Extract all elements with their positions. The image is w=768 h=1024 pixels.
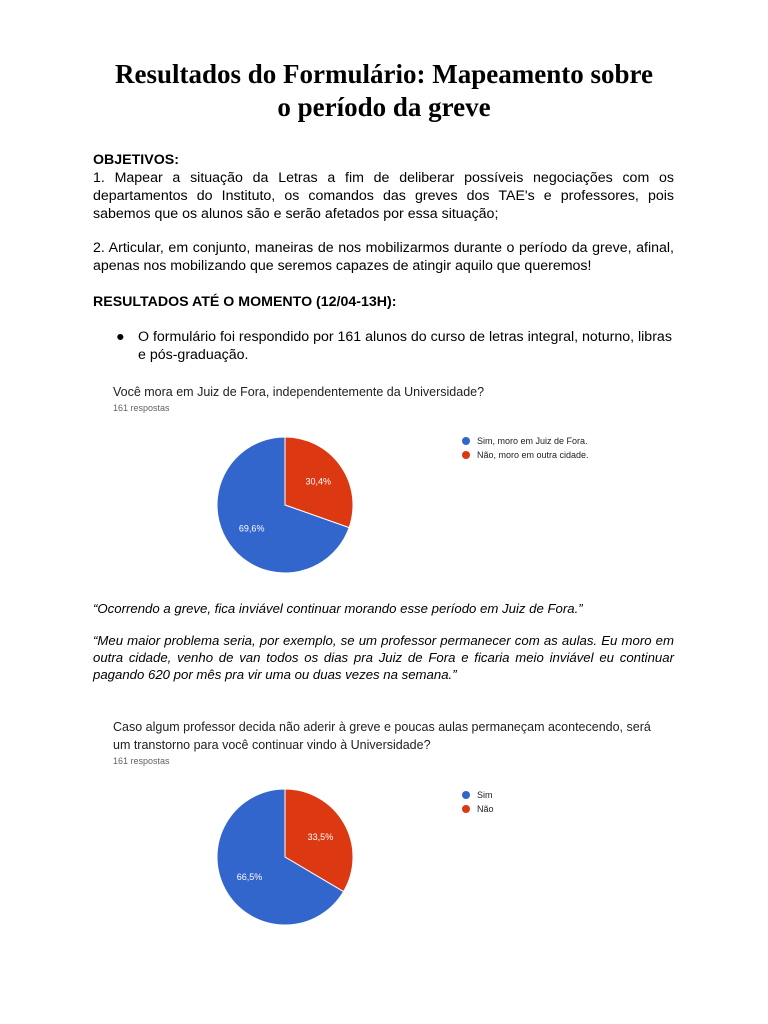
legend-item-nao — [462, 448, 589, 462]
chart-2-question-line-2: um transtorno para você continuar vindo à Universidade? — [113, 738, 431, 752]
legend-label: Sim, moro em Juiz de Fora. — [477, 436, 588, 446]
document-title — [60, 58, 708, 124]
resultados-section — [93, 293, 674, 311]
chart-2-response-count: 161 respostas — [113, 756, 170, 766]
resultados-heading: RESULTADOS ATÉ O MOMENTO (12/04-13H): — [93, 294, 397, 310]
legend-dot-icon — [462, 437, 470, 445]
title-line-1: Resultados do Formulário: Mapeamento sobre — [115, 59, 653, 89]
legend-dot-icon — [462, 805, 470, 813]
legend-label: Não, moro em outra cidade. — [477, 450, 589, 460]
chart-2-legend — [462, 788, 494, 816]
chart-2-pie — [94, 708, 674, 946]
pie-data-label: 30,4% — [305, 476, 332, 487]
legend-item-sim — [462, 788, 494, 802]
quote-1: “Ocorrendo a greve, fica inviável continuar morando esse período em Juiz de Fora.” — [93, 601, 583, 616]
title-line-2: o período da greve — [277, 92, 491, 122]
chart-2-question-line-1: Caso algum professor decida não aderir à greve e poucas aulas permaneçam acontecendo, será — [113, 720, 651, 734]
chart-card-2 — [94, 708, 674, 946]
legend-dot-icon — [462, 791, 470, 799]
objetivo-2: 2. Articular, em conjunto, maneiras de nos mobilizarmos durante o período da greve, afinal, apenas nos mobilizando que seremos capazes de atingir aquilo que queremos! — [93, 240, 674, 274]
pie-data-label: 66,5% — [236, 872, 263, 883]
objetivos-section — [93, 151, 674, 223]
legend-dot-icon — [462, 451, 470, 459]
chart-card-1 — [94, 368, 674, 586]
chart-1-response-count: 161 respostas — [113, 403, 170, 413]
chart-1-legend — [462, 434, 589, 462]
pie-data-label: 33,5% — [307, 831, 334, 842]
bullet-text: O formulário foi respondido por 161 alunos do curso de letras integral, noturno, libras e pós-graduação. — [138, 329, 672, 363]
legend-item-nao — [462, 802, 494, 816]
objetivos-heading: OBJETIVOS: — [93, 152, 179, 168]
quote-2: “Meu maior problema seria, por exemplo, se um professor permanecer com as aulas. Eu moro em outra cidade, venho de van todos os dias pra Juiz de Fora e ficaria meio inviável eu continuar pagando 620 por mês pra vir uma ou duas vezes na semana.” — [93, 633, 674, 682]
objetivo-2-section — [93, 239, 674, 275]
chart-1-question: Você mora em Juiz de Fora, independentemente da Universidade? — [113, 385, 485, 399]
legend-item-sim — [462, 434, 589, 448]
legend-label: Não — [477, 804, 494, 814]
legend-label: Sim — [477, 790, 493, 800]
pie-data-label: 69,6% — [238, 523, 265, 534]
objetivo-1: 1. Mapear a situação da Letras a fim de deliberar possíveis negociações com os departamentos do Instituto, os comandos das greves dos TAE's e professores, pois sabemos que os alunos são e serão afetados por essa situação; — [93, 170, 674, 222]
chart-1-pie — [94, 368, 674, 586]
bullet-dot-icon: ● — [116, 329, 125, 345]
